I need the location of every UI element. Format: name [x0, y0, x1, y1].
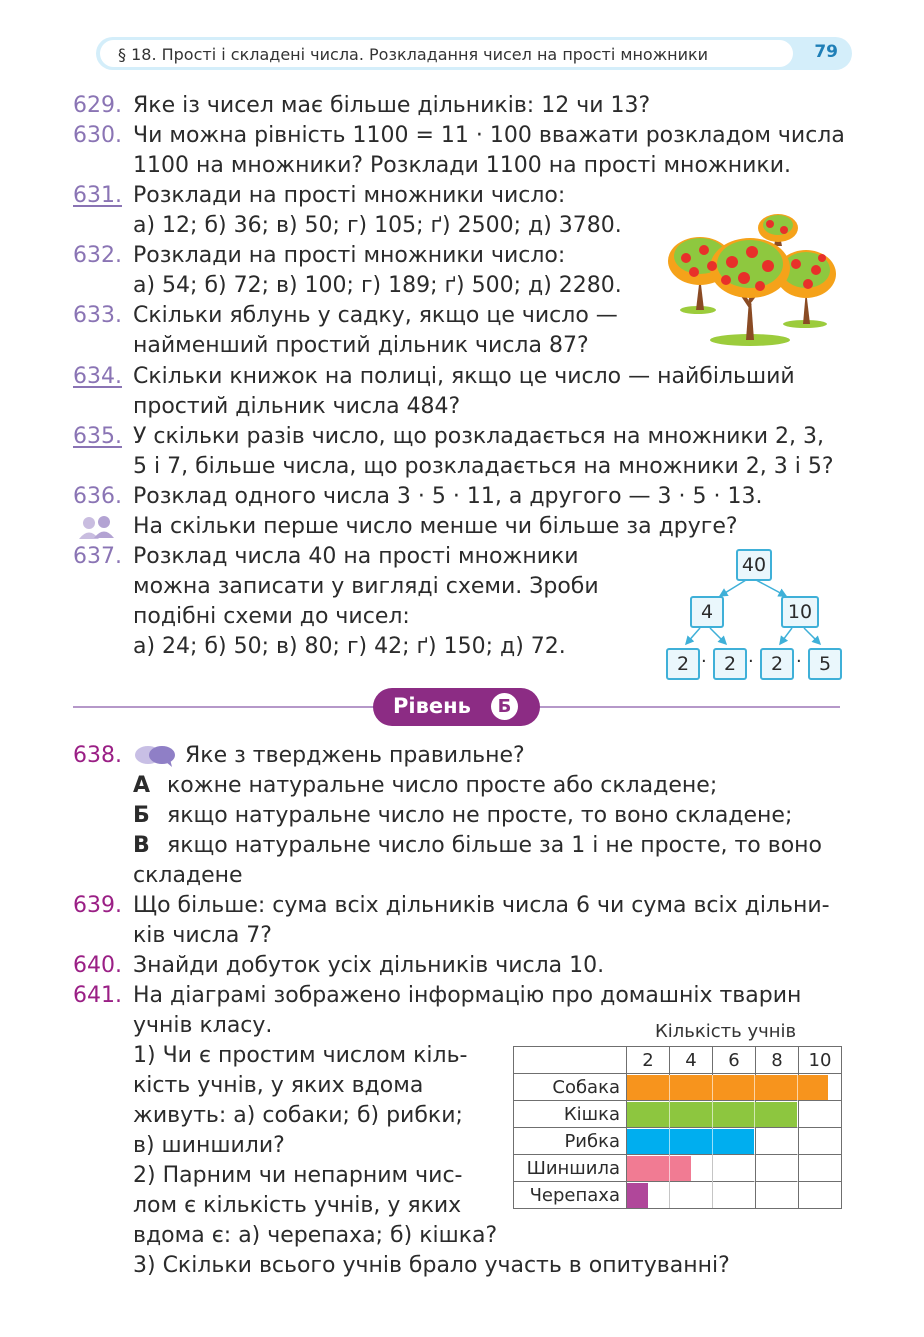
problem-text: 1100 на множники? Розклади 1100 на прості множники. — [133, 153, 791, 178]
problem-number: 631. — [73, 183, 122, 208]
bar-4 — [627, 1156, 691, 1181]
problem-number: 636. — [73, 484, 122, 509]
category-label: Черепаха — [514, 1182, 627, 1209]
bar-5 — [627, 1183, 648, 1208]
problem-number: 629. — [73, 93, 122, 118]
problem-text: Розклади на прості множники число: — [133, 243, 566, 268]
chart-header-row — [514, 1047, 842, 1074]
problem-number: 639. — [73, 893, 122, 918]
grid-line — [669, 1075, 670, 1208]
option-text: якщо натуральне число не просте, то воно складене; — [167, 803, 793, 828]
chart-row — [514, 1182, 842, 1209]
problem-text: Розклади на прості множники число: — [133, 183, 566, 208]
bar-1 — [627, 1075, 828, 1100]
question-2: лом є кількість учнів, у яких — [133, 1193, 462, 1218]
tick-label: 10 — [799, 1047, 842, 1074]
problem-text: учнів класу. — [133, 1013, 273, 1038]
problem-text: Скільки яблунь у садку, якщо це число — — [133, 303, 618, 328]
section-title: § 18. Прості і складені числа. Розкладання чисел на прості множники — [118, 45, 709, 64]
question-1: живуть: а) собаки; б) рибки; — [133, 1103, 463, 1128]
grid-line — [797, 1075, 798, 1208]
problem-text: простий дільник числа 484? — [133, 394, 461, 419]
tick-label: 2 — [627, 1047, 670, 1074]
tree-leaf: 2 — [713, 648, 747, 680]
category-label: Собака — [514, 1074, 627, 1101]
problem-text: Яке з тверджень правильне? — [185, 743, 525, 768]
multiply-dot: · — [796, 651, 802, 672]
grid-line — [754, 1075, 755, 1208]
option-a — [133, 771, 839, 801]
chart-corner-cell — [514, 1047, 627, 1074]
option-letter: Б — [133, 803, 150, 828]
problem-text: Знайди добуток усіх дільників числа 10. — [133, 953, 605, 978]
apple-trees-illustration — [660, 206, 840, 348]
problem-text: а) 24; б) 50; в) 80; г) 42; ґ) 150; д) 72. — [133, 634, 566, 659]
problem-number: 635. — [73, 424, 122, 449]
problem-number: 634. — [73, 364, 122, 389]
multiply-dot: · — [701, 651, 707, 672]
level-letter: Б — [491, 693, 518, 720]
question-1: в) шиншили? — [133, 1133, 285, 1158]
discussion-icon — [134, 744, 176, 768]
problem-text: найменший простий дільник числа 87? — [133, 333, 589, 358]
tick-label: 4 — [670, 1047, 713, 1074]
tree-node: 10 — [781, 596, 819, 628]
problem-text: а) 12; б) 36; в) 50; г) 105; ґ) 2500; д) 3780. — [133, 213, 622, 238]
tree-leaf: 2 — [760, 648, 794, 680]
chart-title: Кількість учнів — [655, 1021, 797, 1042]
problem-text: На діаграмі зображено інформацію про домашніх тварин — [133, 983, 802, 1008]
problem-text: можна записати у вигляді схеми. Зроби — [133, 574, 599, 599]
problem-number: 633. — [73, 303, 122, 328]
tree-leaf: 2 — [666, 648, 700, 680]
problem-text: Яке із чисел має більше дільників: 12 чи 13? — [133, 93, 651, 118]
problem-text: ків числа 7? — [133, 923, 272, 948]
option-text: якщо натуральне число більше за 1 і не просте, то воно — [167, 833, 823, 858]
question-2: 2) Парним чи непарним чис- — [133, 1163, 463, 1188]
problem-number: 640. — [73, 953, 122, 978]
problem-text: а) 54; б) 72; в) 100; г) 189; ґ) 500; д) 2280. — [133, 273, 622, 298]
problem-text — [133, 362, 839, 392]
option-letter: В — [133, 833, 150, 858]
level-badge — [373, 688, 540, 726]
problem-number: 630. — [73, 123, 122, 148]
category-label: Шиншила — [514, 1155, 627, 1182]
tree-root: 40 — [736, 549, 772, 581]
tree-node: 4 — [690, 596, 724, 628]
level-label: Рівень — [393, 694, 471, 718]
tick-label: 6 — [713, 1047, 756, 1074]
tree-leaf: 5 — [808, 648, 842, 680]
problem-number: 637. — [73, 544, 122, 569]
category-label: Рибка — [514, 1128, 627, 1155]
problem-number: 638. — [73, 743, 122, 768]
option-c-cont: складене — [133, 863, 243, 888]
text-line: Скільки книжок на полиці, якщо це число — найбільший — [133, 364, 795, 389]
problem-text: Чи можна рівність 1100 = 11 · 100 вважати розкладом числа — [133, 123, 845, 148]
option-text: кожне натуральне число просте або складене; — [167, 773, 718, 798]
problem-text: подібні схеми до чисел: — [133, 604, 410, 629]
question-1: кість учнів, у яких вдома — [133, 1073, 424, 1098]
problem-number: 641. — [73, 983, 122, 1008]
question-2: вдома є: а) черепаха; б) кішка? — [133, 1223, 498, 1248]
bar-3 — [627, 1129, 754, 1154]
problem-text: Розклад числа 40 на прості множники — [133, 544, 579, 569]
option-b — [133, 801, 839, 831]
problem-text: 5 і 7, більше числа, що розкладається на множники 2, 3 і 5? — [133, 454, 834, 479]
multiply-dot: · — [748, 651, 754, 672]
question-3: 3) Скільки всього учнів брало участь в опитуванні? — [133, 1253, 730, 1278]
tick-label: 8 — [756, 1047, 799, 1074]
grid-line — [712, 1075, 713, 1208]
category-label: Кішка — [514, 1101, 627, 1128]
option-c — [133, 831, 839, 861]
option-letter: А — [133, 773, 151, 798]
problem-text: На скільки перше число менше чи більше за друге? — [133, 514, 738, 539]
question-1: 1) Чи є простим числом кіль- — [133, 1043, 468, 1068]
problem-text: Розклад одного числа 3 · 5 · 11, а другого — 3 · 5 · 13. — [133, 484, 763, 509]
pet-chart — [513, 1046, 842, 1209]
problem-text: У скільки разів число, що розкладається на множники 2, 3, — [133, 424, 824, 449]
problem-number: 632. — [73, 243, 122, 268]
page-header — [96, 37, 852, 70]
problem-text: Що більше: сума всіх дільників числа 6 чи сума всіх дільни- — [133, 893, 830, 918]
page-number: 79 — [814, 42, 838, 62]
header-title-box — [100, 40, 793, 67]
pair-work-icon — [76, 514, 118, 540]
